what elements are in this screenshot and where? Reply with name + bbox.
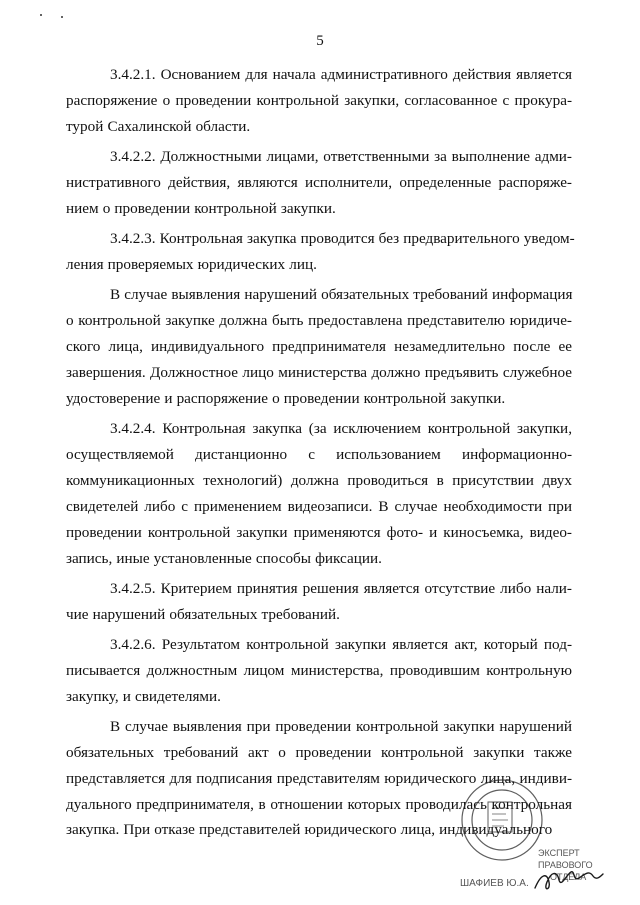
text-line: о контрольной закупке должна быть предоставлена представителю юридиче- xyxy=(66,312,572,330)
text-line: проведении контрольной закупки применяются фото- и киносъемка, видео- xyxy=(66,523,572,541)
text-line: ского лица, индивидуального предпринимателя незамедлительно после ее xyxy=(66,337,572,355)
scan-artifact-dot xyxy=(61,16,63,18)
text-line: обязательных требований акт о проведении контрольной закупки также xyxy=(66,743,572,761)
stamp-text-expert: ЭКСПЕРТ xyxy=(538,848,580,858)
text-line: 3.4.2.4. Контрольная закупка (за исключением контрольной закупки, xyxy=(110,419,572,437)
page-number: 5 xyxy=(316,33,324,49)
paragraph-p-3-4-2-4 xyxy=(66,416,572,571)
text-line: 3.4.2.6. Результатом контрольной закупки является акт, который под- xyxy=(110,635,572,653)
text-line: писывается должностным лицом министерства, проводившим контрольную xyxy=(66,661,572,679)
scan-artifact-dot xyxy=(40,14,42,16)
text-line: свидетелей либо с применением видеозаписи. В случае необходимости при xyxy=(66,497,572,515)
signature-icon xyxy=(535,872,603,889)
paragraph-p-3-4-2-1 xyxy=(66,62,572,140)
text-line: турой Сахалинской области. xyxy=(66,117,251,135)
text-line: распоряжение о проведении контрольной закупки, согласованное с прокура- xyxy=(66,91,572,109)
text-line: удостоверение и распоряжение о проведении контрольной закупки. xyxy=(66,389,506,407)
text-line: запись, иные установленные способы фиксации. xyxy=(66,549,382,567)
paragraph-p-violations-act xyxy=(66,714,572,844)
paragraph-p-3-4-2-6 xyxy=(66,632,572,710)
text-line: закупка. При отказе представителей юридического лица, индивидуального xyxy=(66,821,553,839)
text-line: закупку, и свидетелями. xyxy=(66,687,221,705)
stamp-text-section: ОТДЕЛА xyxy=(550,872,587,882)
text-line: В случае выявления при проведении контрольной закупки нарушений xyxy=(110,717,572,735)
paragraph-p-3-4-2-5 xyxy=(66,576,572,628)
text-line: нием о проведении контрольной закупки. xyxy=(66,199,336,217)
text-line: 3.4.2.2. Должностными лицами, ответственными за выполнение адми- xyxy=(110,148,572,166)
text-line: чие нарушений обязательных требований. xyxy=(66,605,340,623)
text-line: ления проверяемых юридических лиц. xyxy=(66,255,317,273)
paragraph-p-3-4-2-2 xyxy=(66,144,572,222)
text-line: коммуникационных технологий) должна проводиться в присутствии двух xyxy=(66,471,572,489)
text-line: дуального предпринимателя, в отношении которых проводилась контрольная xyxy=(66,795,572,813)
stamp-text-signer: ШАФИЕВ Ю.А. xyxy=(460,878,529,889)
text-line: завершения. Должностное лицо министерства должно предъявить служебное xyxy=(66,363,572,381)
text-line: В случае выявления нарушений обязательных требований информация xyxy=(110,286,573,304)
paragraph-p-violations-info xyxy=(66,282,572,412)
text-line: 3.4.2.3. Контрольная закупка проводится без предварительного уведом- xyxy=(110,230,575,248)
document-body xyxy=(66,62,575,848)
paragraph-p-3-4-2-3 xyxy=(66,226,575,278)
text-line: 3.4.2.5. Критерием принятия решения является отсутствие либо нали- xyxy=(110,579,572,597)
text-line: 3.4.2.1. Основанием для начала административного действия является xyxy=(110,66,572,83)
stamp-text-dept: ПРАВОВОГО xyxy=(538,860,593,870)
text-line: представляется для подписания представителям юридического лица, индиви- xyxy=(66,769,572,787)
text-line: нистративного действия, являются исполнители, определенные распоряже- xyxy=(66,173,572,191)
text-line: осуществляемой дистанционно с использованием информационно- xyxy=(66,445,572,463)
